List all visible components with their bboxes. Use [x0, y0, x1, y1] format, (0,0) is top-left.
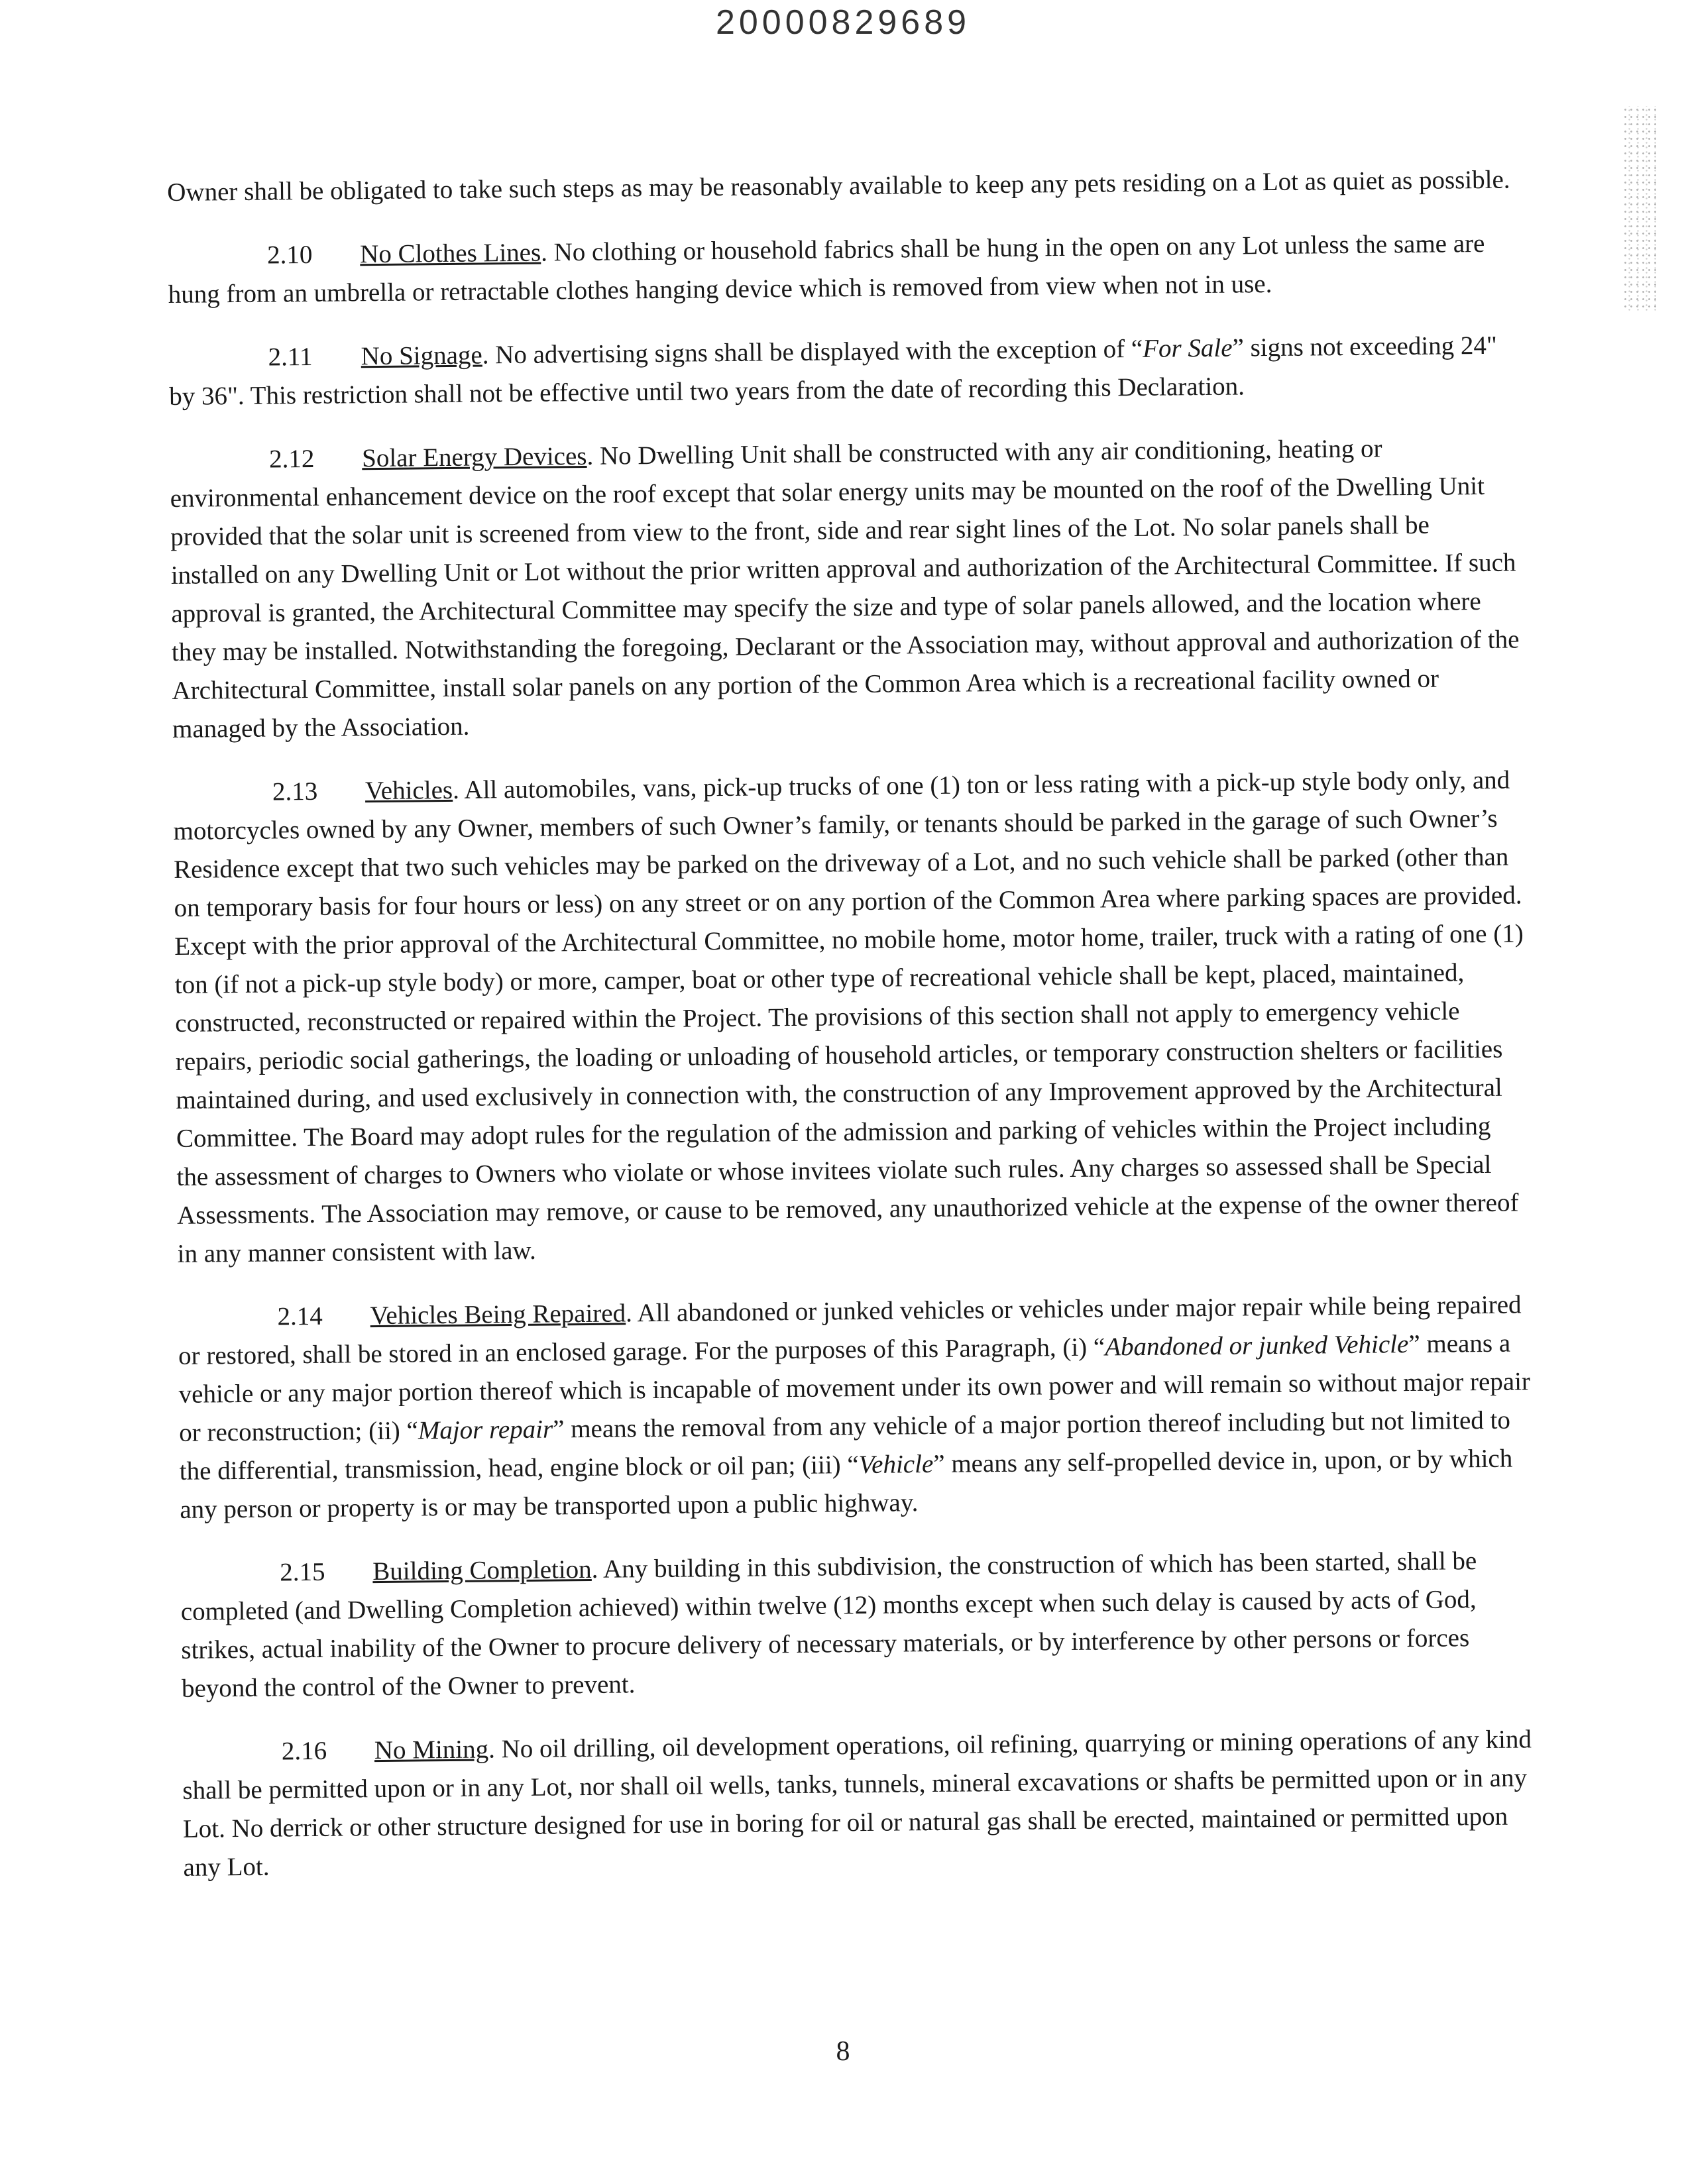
section-2-10: 2.10 No Clothes Lines. No clothing or household fabrics shall be hung in the open on any Lot unless the same are hung from an umbrella or retractable clothes hanging device which is removed from view when not in use. — [168, 229, 1485, 309]
section-body: ” means a vehicle or any major portion thereof which is incapable of movement under its own power and will remain so without major repair or reconstruction; (ii) “ — [178, 1329, 1531, 1447]
section-body-italic: For Sale — [1142, 333, 1233, 363]
section-number: 2.16 — [281, 1736, 327, 1766]
section-2-13: 2.13 Vehicles. All automobiles, vans, pick-up trucks of one (1) ton or less rating with a pick-up style body only, and motorcycles owned by any Owner, members of such Owner’s family, or tenants should be parked in the garage of such Owner’s Residence except that two such vehicles may be parked on the driveway of a Lot, and no such vehicle shall be parked (other than on temporary basis for four hours or less) on any street or on any portion of the Common Area where parking spaces are provided. Except with the prior approval of the Architectural Committee, no mobile home, motor home, trailer, truck with a rating of one (1) ton (if not a pick-up style body) or more, camper, boat or other type of recreational vehicle shall be kept, placed, maintained, constructed, reconstructed or repaired within the Project. The provisions of this section shall not apply to emergency vehicle repairs, periodic social gatherings, the loading or unloading of household articles, or temporary construction shelters or facilities maintained during, and used exclusively in connection with, the construction of any Improvement approved by the Architectural Committee. The Board may adopt rules for the regulation of the admission and parking of vehicles within the Project including the assessment of charges to Owners who violate or whose invitees violate such rules. Any charges so assessed shall be Special Assessments. The Association may remove, or cause to be removed, any unauthorized vehicle at the expense of the owner thereof in any manner consistent with law. — [173, 765, 1524, 1268]
intro-paragraph: Owner shall be obligated to take such steps as may be reasonably available to keep any pets residing on a Lot as quiet as possible. — [167, 165, 1510, 207]
section-body: Any building in this subdivision, the construction of which has been started, shall be completed (and Dwelling Completion achieved) within twelve (12) months except when such delay is caused by acts of God, strikes, actual inability of the Owner to procure delivery of necessary materials, or by interference by other persons or forces beyond the control of the Owner to prevent. — [180, 1547, 1477, 1703]
page-number: 8 — [836, 2036, 850, 2067]
section-2-16: 2.16 No Mining. No oil drilling, oil development operations, oil refining, quarrying or mining operations of any kind shall be permitted upon or in any Lot, nor shall oil wells, tanks, tunnels, mineral excavations or shafts be permitted upon or in any Lot. No derrick or other structure designed for use in boring for oil or natural gas shall be erected, maintained or permitted upon any Lot. — [182, 1725, 1532, 1882]
section-heading: Vehicles — [365, 775, 453, 806]
section-number: 2.12 — [268, 444, 315, 474]
section-body: ” means any self-propelled device in, upon, or by which any person or property is or may be transported upon a public highway. — [180, 1444, 1513, 1524]
scan-artifact — [1622, 106, 1659, 311]
section-2-12: 2.12 Solar Energy Devices. No Dwelling Unit shall be constructed with any air conditioning, heating or environmental enhancement device on the roof except that solar energy units may be mounted on the roof of the Dwelling Unit provided that the solar unit is screened from view to the front, side and rear sight lines of the Lot. No solar panels shall be installed on any Dwelling Unit or Lot without the prior written approval and authorization of the Architectural Committee. If such approval is granted, the Architectural Committee may specify the size and type of solar panels allowed, and the location where they may be installed. Notwithstanding the foregoing, Declarant or the Association may, without approval and authorization of the Architectural Committee, install solar panels on any portion of the Common Area which is a recreational facility owned or managed by the Association. — [170, 434, 1520, 743]
section-body-italic: Abandoned or junked Vehicle — [1105, 1330, 1409, 1362]
section-heading: Solar Energy Devices — [361, 441, 587, 473]
section-body: No Dwelling Unit shall be constructed with any air conditioning, heating or environmental enhancement device on the roof except that solar energy units may be mounted on the roof of the Dwelling Unit provided that the solar unit is screened from view to the front, side and rear sight lines of the Lot. No solar panels shall be installed on any Dwelling Unit or Lot without the prior written approval and authorization of the Architectural Committee. If such approval is granted, the Architectural Committee may specify the size and type of solar panels allowed, and the location where they may be installed. Notwithstanding the foregoing, Declarant or the Association may, without approval and authorization of the Architectural Committee, install solar panels on any portion of the Common Area which is a recreational facility owned or managed by the Association. — [170, 434, 1520, 743]
section-number: 2.11 — [268, 342, 313, 372]
section-2-14: 2.14 Vehicles Being Repaired. All abandoned or junked vehicles or vehicles under major repair while being repaired or restored, shall be stored in an enclosed garage. For the purposes of this Paragraph, (i) “Abandoned or junked Vehicle” means a vehicle or any major portion thereof which is incapable of movement under its own power and will remain so without major repair or reconstruction; (ii) “Major repair” means the removal from any vehicle of a major portion thereof including but not limited to the differential, transmission, head, engine block or oil pan; (iii) “Vehicle” means any self-propelled device in, upon, or by which any person or property is or may be transported upon a public highway. — [178, 1290, 1531, 1524]
section-2-11: 2.11 No Signage. No advertising signs shall be displayed with the exception of “For Sale” signs not exceeding 24" by 36". This restriction shall not be effective until two years from the date of recording this Declaration. — [169, 331, 1498, 411]
section-body: ” means the removal from any vehicle of a major portion thereof including but not limited to the differential, transmission, head, engine block or oil pan; (iii) “ — [179, 1405, 1511, 1486]
section-heading: No Mining — [374, 1735, 489, 1765]
section-body-italic: Vehicle — [858, 1449, 934, 1480]
section-number: 2.13 — [272, 777, 318, 806]
section-body: ” signs not exceeding 24" by 36". This restriction shall not be effective until two years from the date of recording this Declaration. — [169, 331, 1498, 411]
section-body: All abandoned or junked vehicles or vehicles under major repair while being repaired or restored, shall be stored in an enclosed garage. For the purposes of this Paragraph, (i) “ — [178, 1290, 1522, 1370]
section-heading: No Signage — [361, 341, 482, 371]
section-number: 2.15 — [280, 1557, 325, 1587]
section-number: 2.14 — [277, 1301, 323, 1331]
section-number: 2.10 — [266, 240, 313, 270]
section-heading: No Clothes Lines — [359, 238, 541, 269]
section-body: No clothing or household fabrics shall be hung in the open on any Lot unless the same are hung from an umbrella or retractable clothes hanging device which is removed from view when not in use. — [168, 229, 1485, 309]
section-heading: Building Completion — [372, 1555, 592, 1586]
section-body: No oil drilling, oil development operations, oil refining, quarrying or mining operations of any kind shall be permitted upon or in any Lot, nor shall oil wells, tanks, tunnels, mineral excavations or shafts be permitted upon or in any Lot. No derrick or other structure designed for use in boring for oil or natural gas shall be erected, maintained or permitted upon any Lot. — [182, 1725, 1532, 1882]
document-body — [167, 160, 1536, 1912]
section-body: All automobiles, vans, pick-up trucks of one (1) ton or less rating with a pick-up style body only, and motorcycles owned by any Owner, members of such Owner’s family, or tenants should be parked in the garage of such Owner’s Residence except that two such vehicles may be parked on the driveway of a Lot, and no such vehicle shall be parked (other than on temporary basis for four hours or less) on any street or on any portion of the Common Area where parking spaces are provided. Except with the prior approval of the Architectural Committee, no mobile home, motor home, trailer, truck with a rating of one (1) ton (if not a pick-up style body) or more, camper, boat or other type of recreational vehicle shall be kept, placed, maintained, constructed, reconstructed or repaired within the Project. The provisions of this section shall not apply to emergency vehicle repairs, periodic social gatherings, the loading or unloading of household articles, or temporary construction shelters or facilities maintained during, and used exclusively in connection with, the construction of any Improvement approved by the Architectural Committee. The Board may adopt rules for the regulation of the admission and parking of vehicles within the Project including the assessment of charges to Owners who violate or whose invitees violate such rules. Any charges so assessed shall be Special Assessments. The Association may remove, or cause to be removed, any unauthorized vehicle at the expense of the owner thereof in any manner consistent with law. — [173, 765, 1524, 1268]
section-2-15: 2.15 Building Completion. Any building in this subdivision, the construction of which has been started, shall be completed (and Dwelling Completion achieved) within twelve (12) months except when such delay is caused by acts of God, strikes, actual inability of the Owner to procure delivery of necessary materials, or by interference by other persons or forces beyond the control of the Owner to prevent. — [180, 1547, 1477, 1703]
section-heading: Vehicles Being Repaired — [370, 1299, 626, 1331]
document-number: 20000829689 — [715, 3, 971, 42]
section-body: No advertising signs shall be displayed with the exception of “ — [495, 334, 1143, 370]
section-body-italic: Major repair — [418, 1415, 553, 1445]
